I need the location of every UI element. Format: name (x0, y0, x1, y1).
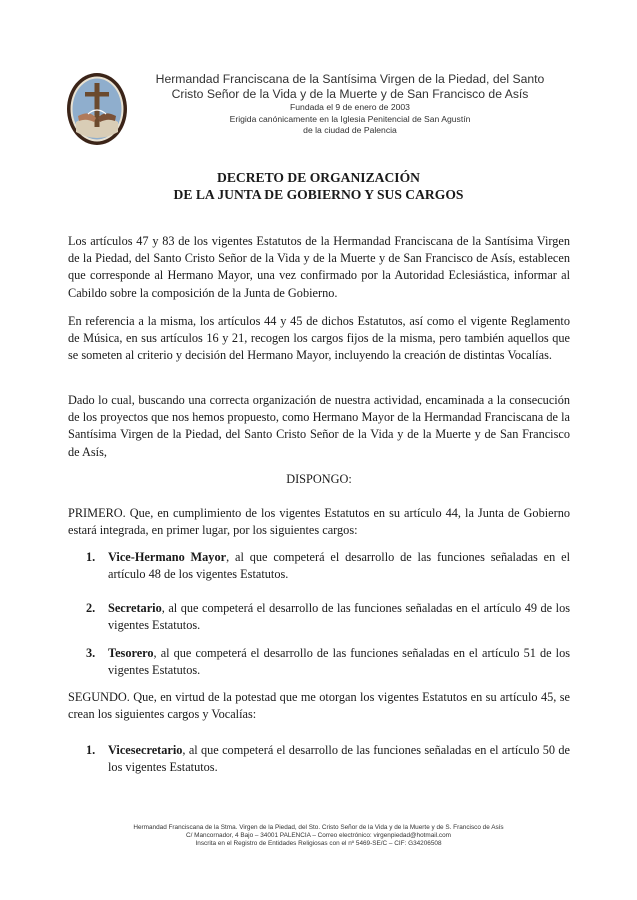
header-city: de la ciudad de Palencia (303, 125, 397, 135)
dispongo-heading: DISPONGO: (286, 472, 352, 486)
footer-line1: Hermandad Franciscana de la Stma. Virgen de la Piedad, del Sto. Cristo Señor de la Vida y de la Muerte y de S. Francisco de Asís (133, 824, 504, 831)
role-name: Vice-Hermano Mayor (108, 550, 227, 564)
role-name: Vicesecretario (108, 743, 183, 757)
role-description: , al que competerá el desarrollo de las funciones señaladas en el artículo 48 de los vigentes Estatutos. (108, 550, 570, 582)
paragraph-purpose: Dado lo cual, buscando una correcta organización de nuestra actividad, encaminada a la consecución de los proyectos que nos hemos propuesto, como Hermano Mayor de la Hermandad Franciscana de la Santísima Virgen de la Piedad, del Santo Cristo Señor de la Vida y de la Muerte y de San Francisco de Asís, (68, 393, 570, 459)
role-description: , al que competerá el desarrollo de las funciones señaladas en el artículo 49 de los vigentes Estatutos. (108, 601, 570, 633)
list-item (86, 645, 570, 679)
paragraph-reference: En referencia a la misma, los artículos 44 y 45 de dichos Estatutos, así como el vigente Reglamento de Música, en sus artículos 16 y 21, recogen los cargos fijos de la misma, pero también aquellos que se someten al criterio y decisión del Hermano Mayor, incluyendo la creación de distintas Vocalías. (68, 314, 570, 363)
list-item (86, 742, 570, 776)
paragraph-intro: Los artículos 47 y 83 de los vigentes Estatutos de la Hermandad Franciscana de la Santísima Virgen de la Piedad, del Santo Cristo Señor de la Vida y de la Muerte y de San Francisco de Asís, establecen que corresponde al Hermano Mayor, una vez confirmado por la Autoridad Eclesiástica, informar al Cabildo sobre la composición de la Junta de Gobierno. (68, 234, 570, 300)
list-number: 1. (86, 743, 96, 757)
franciscan-emblem-icon (66, 72, 128, 146)
header-confraternity-name-line2: Cristo Señor de la Vida y de la Muerte y de San Francisco de Asís (171, 87, 529, 101)
role-name: Tesorero (108, 646, 154, 660)
role-name: Secretario (108, 601, 162, 615)
list-item (86, 600, 570, 634)
header-erected: Erigida canónicamente en la Iglesia Penitencial de San Agustín (229, 114, 471, 124)
header-confraternity-name-line1: Hermandad Franciscana de la Santísima Virgen de la Piedad, del Santo (155, 72, 545, 86)
footer-address: C/ Mancornador, 4 Bajo – 34001 PALENCIA – Correo electrónico: virgenpiedad@hotmail.com (186, 832, 451, 839)
list-number: 2. (86, 601, 96, 615)
document-title-line2: DE LA JUNTA DE GOBIERNO Y SUS CARGOS (173, 187, 464, 202)
role-description: , al que competerá el desarrollo de las funciones señaladas en el artículo 51 de los vigentes Estatutos. (108, 646, 570, 678)
role-description: , al que competerá el desarrollo de las funciones señaladas en el artículo 50 de los vigentes Estatutos. (108, 743, 570, 775)
document-title-line1: DECRETO DE ORGANIZACIÓN (217, 170, 420, 185)
footer-registry: Inscrita en el Registro de Entidades Religiosas con el nº 5469-SE/C – CIF: G34206508 (195, 840, 442, 847)
list-item (86, 549, 570, 583)
paragraph-primero: PRIMERO. Que, en cumplimiento de los vigentes Estatutos en su artículo 44, la Junta de Gobierno estará integrada, en primer lugar, por los siguientes cargos: (68, 506, 570, 538)
paragraph-segundo: SEGUNDO. Que, en virtud de la potestad que me otorgan los vigentes Estatutos en su artículo 45, se crean los siguientes cargos y Vocalías: (68, 690, 570, 722)
header-founded: Fundada el 9 de enero de 2003 (290, 102, 410, 112)
list-number: 1. (86, 550, 96, 564)
list-number: 3. (86, 646, 96, 660)
